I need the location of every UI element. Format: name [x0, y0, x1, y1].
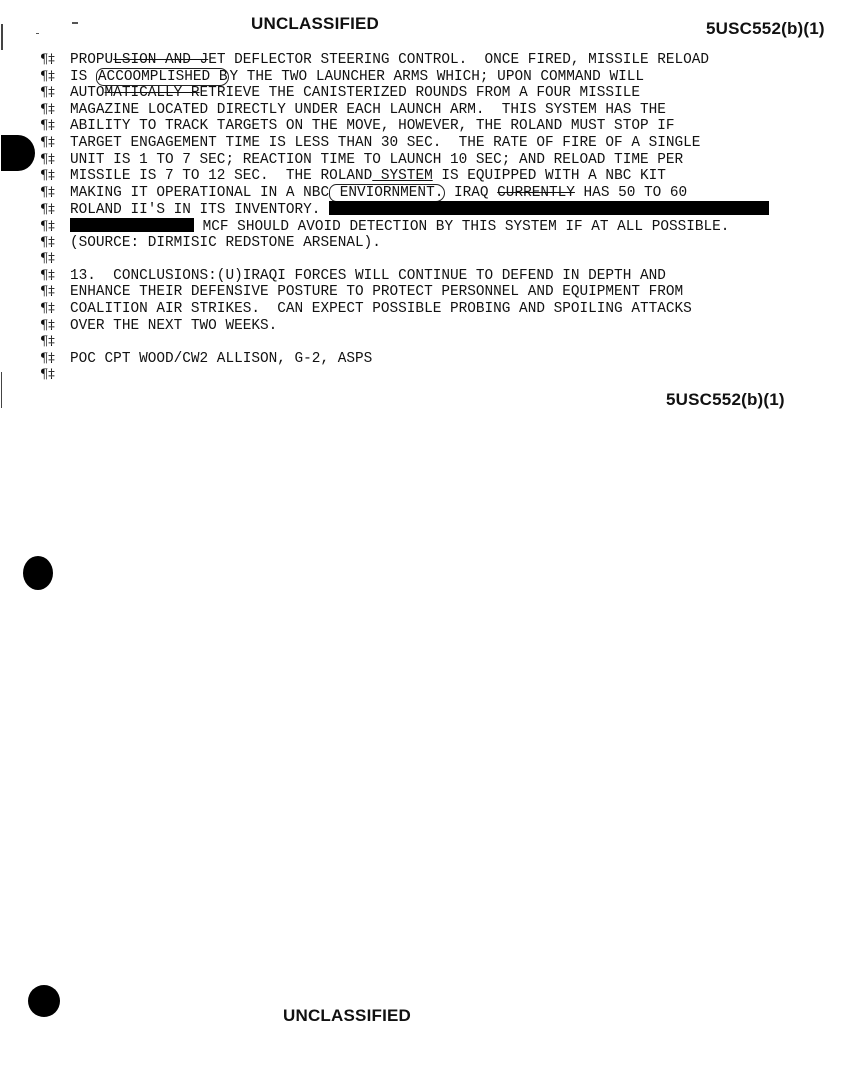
- line-text: PROPU: [70, 52, 114, 68]
- line-text: MCF SHOULD AVOID DETECTION BY THIS SYSTEM IF AT ALL POSSIBLE.: [194, 218, 730, 235]
- text-line: [40, 235, 769, 252]
- scan-speck: [72, 22, 78, 24]
- struck-text: MATICALLY R: [104, 85, 200, 102]
- paragraph-mark: ¶‡: [40, 284, 55, 300]
- paragraph-mark: ¶‡: [40, 134, 55, 150]
- redaction-block: [70, 218, 194, 232]
- line-text: ABILITY TO TRACK TARGETS ON THE MOVE, HOWEVER, THE ROLAND MUST STOP IF: [70, 118, 675, 135]
- punch-hole-top: [1, 135, 35, 171]
- text-line: [40, 168, 769, 185]
- text-line: [40, 251, 769, 268]
- punch-hole-bottom: [28, 985, 60, 1017]
- text-line: [40, 268, 769, 285]
- paragraph-mark: ¶‡: [40, 218, 55, 234]
- struck-text: CURRENTLY: [497, 184, 575, 201]
- text-line: [40, 201, 769, 218]
- line-text: IS: [70, 68, 96, 85]
- top-exemption-code: 5USC552(b)(1): [706, 19, 825, 38]
- line-text: HAS 50 TO 60: [574, 184, 688, 201]
- text-line: [40, 218, 769, 235]
- paragraph-mark: ¶‡: [40, 101, 55, 117]
- redaction-block: [329, 201, 769, 215]
- text-line: [40, 284, 769, 301]
- line-text: COALITION AIR STRIKES. CAN EXPECT POSSIBLE PROBING AND SPOILING ATTACKS: [70, 300, 692, 317]
- line-text: ET DEFLECTOR STEERING CONTROL. ONCE FIRED, MISSILE RELOAD: [208, 52, 710, 68]
- top-classification-marking: UNCLASSIFIED: [251, 14, 380, 33]
- text-line: [40, 351, 769, 368]
- line-text: IS EQUIPPED WITH A NBC KIT: [432, 168, 666, 185]
- line-text: ENHANCE THEIR DEFENSIVE POSTURE TO PROTECT PERSONNEL AND EQUIPMENT FROM: [70, 284, 684, 301]
- line-text: AUTO: [70, 85, 105, 102]
- text-line: [40, 135, 769, 152]
- line-text: 13. CONCLUSIONS:(U)IRAQI FORCES WILL CONTINUE TO DEFEND IN DEPTH AND: [70, 267, 666, 284]
- text-line: [40, 318, 769, 335]
- document-body: [40, 52, 769, 384]
- line-text: IRAQ: [445, 184, 498, 201]
- text-line: [40, 102, 769, 119]
- text-line: [40, 152, 769, 169]
- scan-margin-line: [1, 24, 3, 50]
- line-text: MISSILE IS 7 TO 12 SEC. THE ROLAND: [70, 168, 373, 185]
- paragraph-mark: ¶‡: [40, 350, 55, 366]
- paragraph-mark: ¶‡: [40, 334, 55, 350]
- line-text: TARGET ENGAGEMENT TIME IS LESS THAN 30 SEC. THE RATE OF FIRE OF A SINGLE: [70, 134, 701, 151]
- paragraph-mark: ¶‡: [40, 151, 55, 167]
- text-line: [40, 118, 769, 135]
- line-text: ETRIEVE THE CANISTERIZED ROUNDS FROM A FOUR MISSILE: [199, 85, 640, 102]
- text-line: [40, 301, 769, 318]
- circled-text: ENVIORNMENT.: [331, 184, 444, 201]
- text-line: [40, 367, 769, 384]
- body-exemption-code: 5USC552(b)(1): [666, 390, 785, 409]
- text-line: [40, 52, 769, 69]
- paragraph-mark: ¶‡: [40, 300, 55, 316]
- line-text: POC CPT WOOD/CW2 ALLISON, G-2, ASPS: [70, 350, 373, 367]
- line-text: MAGAZINE LOCATED DIRECTLY UNDER EACH LAUNCH ARM. THIS SYSTEM HAS THE: [70, 101, 666, 118]
- scan-margin-line: [1, 372, 2, 408]
- line-text: MAKING IT OPERATIONAL IN A NBC: [70, 184, 330, 201]
- line-text: ROLAND II'S IN ITS INVENTORY.: [70, 202, 330, 219]
- scan-speck: [36, 33, 39, 34]
- paragraph-mark: ¶‡: [40, 367, 55, 383]
- line-text: OVER THE NEXT TWO WEEKS.: [70, 317, 278, 334]
- paragraph-mark: ¶‡: [40, 251, 55, 267]
- underlined-text: SYSTEM: [372, 168, 433, 185]
- circled-text: ACCOOMPLISHED B: [97, 68, 228, 85]
- punch-hole-middle: [23, 556, 53, 590]
- paragraph-mark: ¶‡: [40, 52, 55, 67]
- text-line: [40, 85, 769, 102]
- paragraph-mark: ¶‡: [40, 234, 55, 250]
- paragraph-mark: ¶‡: [40, 202, 55, 218]
- struck-text: LSION AND J: [113, 52, 209, 68]
- paragraph-mark: ¶‡: [40, 267, 55, 283]
- line-text: (SOURCE: DIRMISIC REDSTONE ARSENAL).: [70, 234, 381, 251]
- paragraph-mark: ¶‡: [40, 85, 55, 101]
- line-text: UNIT IS 1 TO 7 SEC; REACTION TIME TO LAUNCH 10 SEC; AND RELOAD TIME PER: [70, 151, 684, 168]
- paragraph-mark: ¶‡: [40, 168, 55, 184]
- paragraph-mark: ¶‡: [40, 118, 55, 134]
- text-line: [40, 334, 769, 351]
- paragraph-mark: ¶‡: [40, 317, 55, 333]
- paragraph-mark: ¶‡: [40, 68, 55, 84]
- text-line: [40, 69, 769, 86]
- text-line: [40, 185, 769, 202]
- paragraph-mark: ¶‡: [40, 184, 55, 200]
- bottom-classification-marking: UNCLASSIFIED: [283, 1006, 412, 1025]
- line-text: Y THE TWO LAUNCHER ARMS WHICH; UPON COMMAND WILL: [229, 68, 644, 85]
